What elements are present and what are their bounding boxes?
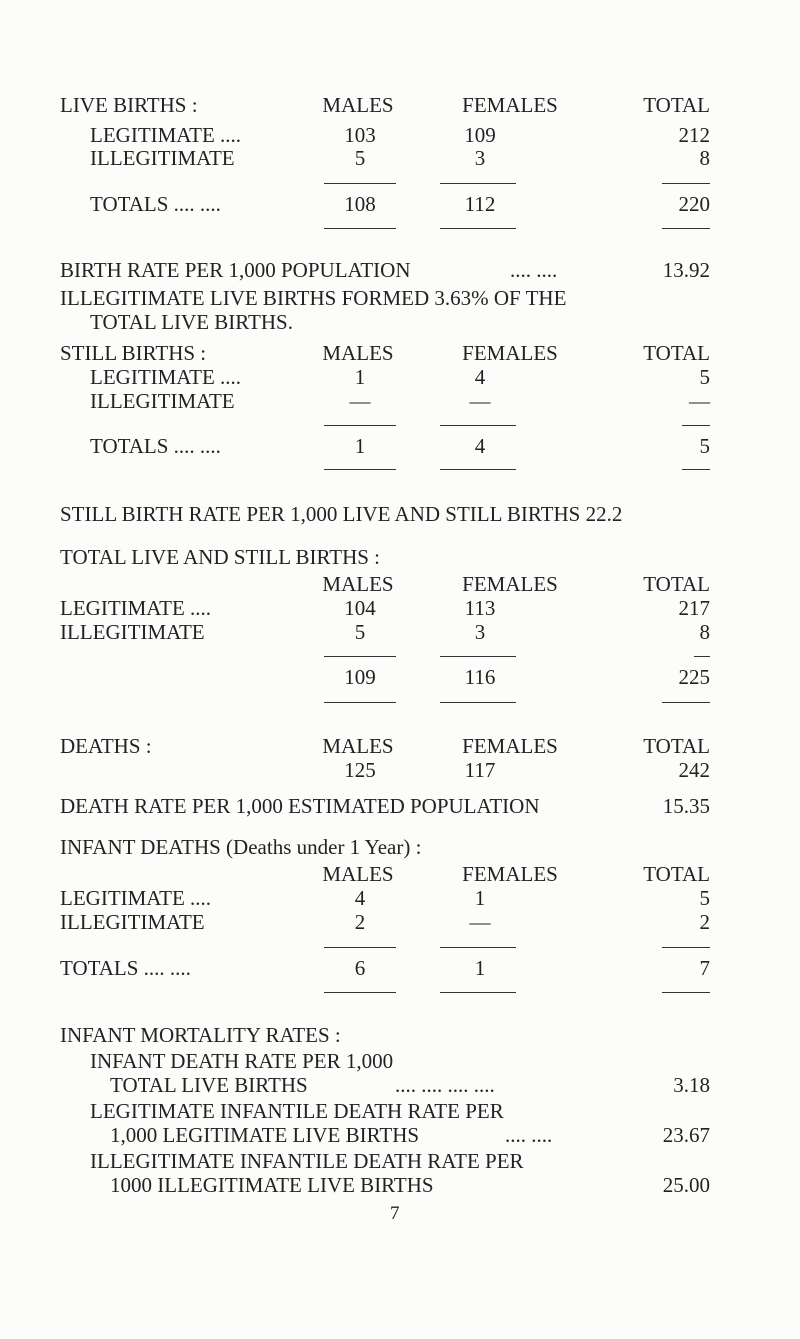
live-births-females-header: FEMALES [462,93,558,117]
rule [324,702,396,703]
total-live-still-legitimate-label: LEGITIMATE .... [60,596,212,620]
infant-deaths-illegitimate-label: ILLEGITIMATE [60,910,205,934]
deaths-total: 242 [678,758,710,782]
rule [440,469,516,470]
rule [324,183,396,184]
deaths-females: 117 [464,758,496,782]
still-births-illegitimate-label: ILLEGITIMATE [90,389,235,413]
death-rate-label: DEATH RATE PER 1,000 ESTIMATED POPULATION [60,794,540,818]
deaths-total-header: TOTAL [643,734,710,758]
infant-mortality-r3-line2: 1000 ILLEGITIMATE LIVE BIRTHS [110,1173,434,1197]
infant-deaths-title: INFANT DEATHS (Deaths under 1 Year) : [60,835,422,859]
still-births-legitimate-label: LEGITIMATE .... [90,365,242,389]
rule [694,656,710,657]
deaths-title: DEATHS : [60,734,152,758]
infant-mortality-r1-value: 3.18 [673,1073,710,1097]
rule [662,702,710,703]
live-births-legitimate-total: 212 [678,123,710,147]
infant-deaths-legitimate-label: LEGITIMATE .... [60,886,212,910]
live-births-total-header: TOTAL [643,93,710,117]
infant-mortality-title: INFANT MORTALITY RATES : [60,1023,341,1047]
still-births-illegitimate-males: — [349,389,371,413]
live-births-legitimate-females: 109 [464,123,496,147]
infant-mortality-r2-line2: 1,000 LEGITIMATE LIVE BIRTHS [110,1123,420,1147]
total-live-still-total-header: TOTAL [643,572,710,596]
live-births-males-header: MALES [322,93,394,117]
live-births-illegitimate-label: ILLEGITIMATE [90,146,235,170]
rule [440,992,516,993]
infant-deaths-totals-label: TOTALS .... .... [60,956,191,980]
infant-mortality-r1-line2: TOTAL LIVE BIRTHS [110,1073,308,1097]
rule [440,183,516,184]
total-live-still-illegitimate-total: 8 [699,620,710,644]
rule [324,469,396,470]
infant-mortality-r3-value: 25.00 [662,1173,710,1197]
infant-deaths-males-header: MALES [322,862,394,886]
rule [440,656,516,657]
total-live-still-totals-total: 225 [678,665,710,689]
infant-deaths-legitimate-total: 5 [699,886,710,910]
still-births-legitimate-males: 1 [354,365,366,389]
rule [324,656,396,657]
total-live-still-males-header: MALES [322,572,394,596]
birth-rate-label: BIRTH RATE PER 1,000 POPULATION [60,258,411,282]
live-births-illegitimate-males: 5 [354,146,366,170]
birth-rate-value: 13.92 [662,258,710,282]
rule [440,947,516,948]
infant-mortality-r1-dots: .... .... .... .... [395,1073,495,1097]
death-rate-value: 15.35 [662,794,710,818]
rule [440,425,516,426]
still-births-totals-males: 1 [354,434,366,458]
rule [440,228,516,229]
infant-deaths-illegitimate-females: — [469,910,491,934]
infant-deaths-total-header: TOTAL [643,862,710,886]
illegitimate-note-line1: ILLEGITIMATE LIVE BIRTHS FORMED 3.63% OF THE [60,286,567,310]
illegitimate-note-line2: TOTAL LIVE BIRTHS. [90,310,293,334]
rule [440,702,516,703]
still-births-totals-label: TOTALS .... .... [90,434,221,458]
rule [682,469,710,470]
still-births-females-header: FEMALES [462,341,558,365]
total-live-still-illegitimate-females: 3 [474,620,486,644]
infant-deaths-illegitimate-males: 2 [354,910,366,934]
total-live-still-totals-males: 109 [344,665,376,689]
live-births-legitimate-males: 103 [344,123,376,147]
still-births-legitimate-total: 5 [699,365,710,389]
live-births-totals-total: 220 [678,192,710,216]
infant-mortality-r2-value: 23.67 [662,1123,710,1147]
infant-mortality-r3-line1: ILLEGITIMATE INFANTILE DEATH RATE PER [90,1149,524,1173]
rule [662,992,710,993]
total-live-still-legitimate-females: 113 [464,596,496,620]
infant-mortality-r2-dots: .... .... [505,1123,553,1147]
total-live-still-legitimate-total: 217 [678,596,710,620]
infant-deaths-totals-females: 1 [474,956,486,980]
infant-mortality-r2-line1: LEGITIMATE INFANTILE DEATH RATE PER [90,1099,504,1123]
deaths-males: 125 [344,758,376,782]
rule [662,183,710,184]
live-births-title: LIVE BIRTHS : [60,93,198,117]
birth-rate-dots: .... .... [510,258,558,282]
still-births-total-header: TOTAL [643,341,710,365]
still-births-illegitimate-total: — [689,389,710,413]
still-births-legitimate-females: 4 [474,365,486,389]
infant-mortality-r1-line1: INFANT DEATH RATE PER 1,000 [90,1049,394,1073]
rule [324,992,396,993]
deaths-males-header: MALES [322,734,394,758]
total-live-still-illegitimate-label: ILLEGITIMATE [60,620,205,644]
deaths-females-header: FEMALES [462,734,558,758]
still-births-title: STILL BIRTHS : [60,341,207,365]
rule [682,425,710,426]
live-births-illegitimate-females: 3 [474,146,486,170]
total-live-still-legitimate-males: 104 [344,596,376,620]
infant-deaths-illegitimate-total: 2 [699,910,710,934]
live-births-totals-males: 108 [344,192,376,216]
still-births-illegitimate-females: — [469,389,491,413]
rule [324,947,396,948]
page-number: 7 [390,1203,400,1224]
rule [324,228,396,229]
total-live-still-title: TOTAL LIVE AND STILL BIRTHS : [60,545,381,569]
total-live-still-illegitimate-males: 5 [354,620,366,644]
live-births-totals-females: 112 [464,192,496,216]
infant-deaths-legitimate-males: 4 [354,886,366,910]
still-birth-rate: STILL BIRTH RATE PER 1,000 LIVE AND STILL BIRTHS 22.2 [60,502,623,526]
live-births-legitimate-label: LEGITIMATE .... [90,123,242,147]
live-births-totals-label: TOTALS .... .... [90,192,221,216]
total-live-still-females-header: FEMALES [462,572,558,596]
infant-deaths-totals-total: 7 [699,956,710,980]
infant-deaths-totals-males: 6 [354,956,366,980]
still-births-totals-total: 5 [699,434,710,458]
rule [662,947,710,948]
total-live-still-totals-females: 116 [464,665,496,689]
still-births-males-header: MALES [322,341,394,365]
rule [662,228,710,229]
rule [324,425,396,426]
infant-deaths-females-header: FEMALES [462,862,558,886]
still-births-totals-females: 4 [474,434,486,458]
live-births-illegitimate-total: 8 [699,146,710,170]
infant-deaths-legitimate-females: 1 [474,886,486,910]
